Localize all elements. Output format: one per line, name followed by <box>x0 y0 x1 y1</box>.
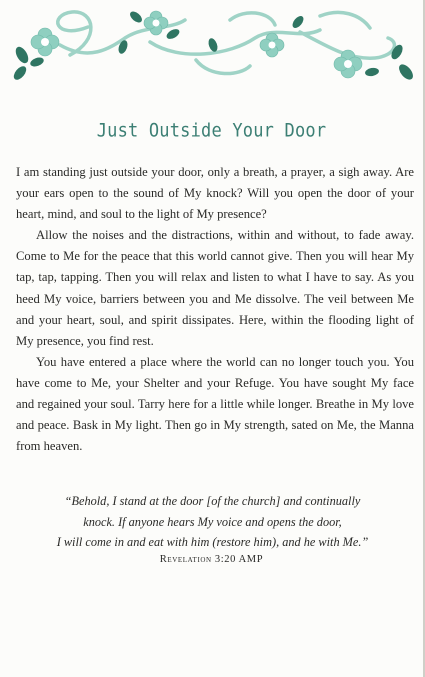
flower-top <box>144 11 168 35</box>
devotional-body <box>16 162 414 457</box>
scripture-quote <box>20 491 405 553</box>
flower-left <box>31 28 59 56</box>
paragraph: Allow the noises and the distractions, within and without, to fade away. Come to Me for the peace that this world cannot give. Then you will hear My tap, tap, tapping. Then you will relax and listen to what I have to say. As you heed My voice, barriers between you and Me dissolve. The veil between Me and your heart, soul, and spirit dissipates. Here, within the flooding light of My presence, you find rest. <box>16 228 414 348</box>
paragraph: I am standing just outside your door, only a breath, a prayer, a sigh away. Are your ears open to the sound of My knock? Will you open the door of your heart, mind, and soul to the light of My presence? <box>16 165 414 222</box>
flower-mid <box>260 33 284 57</box>
page-title: Just Outside Your Door <box>96 120 327 142</box>
quote-line: knock. If anyone hears My voice and opens the door, <box>83 514 342 529</box>
quote-line: I will come in and eat with him (restore him), and he with Me.” <box>56 535 369 549</box>
floral-swirl-ornament <box>0 0 425 110</box>
flower-right <box>334 50 362 78</box>
scripture-citation: Revelation 3:20 AMP <box>159 554 264 565</box>
quote-line: “Behold, I stand at the door [of the church] and continually <box>64 494 361 508</box>
paragraph: You have entered a place where the world can no longer touch you. You have come to Me, your Shelter and your Refuge. You have sought My face and regained your soul. Tarry here for a little while longer. Breathe in My love and peace. Bask in My light. Then go in My strength, sated on Me, the Manna from heaven. <box>16 354 414 454</box>
